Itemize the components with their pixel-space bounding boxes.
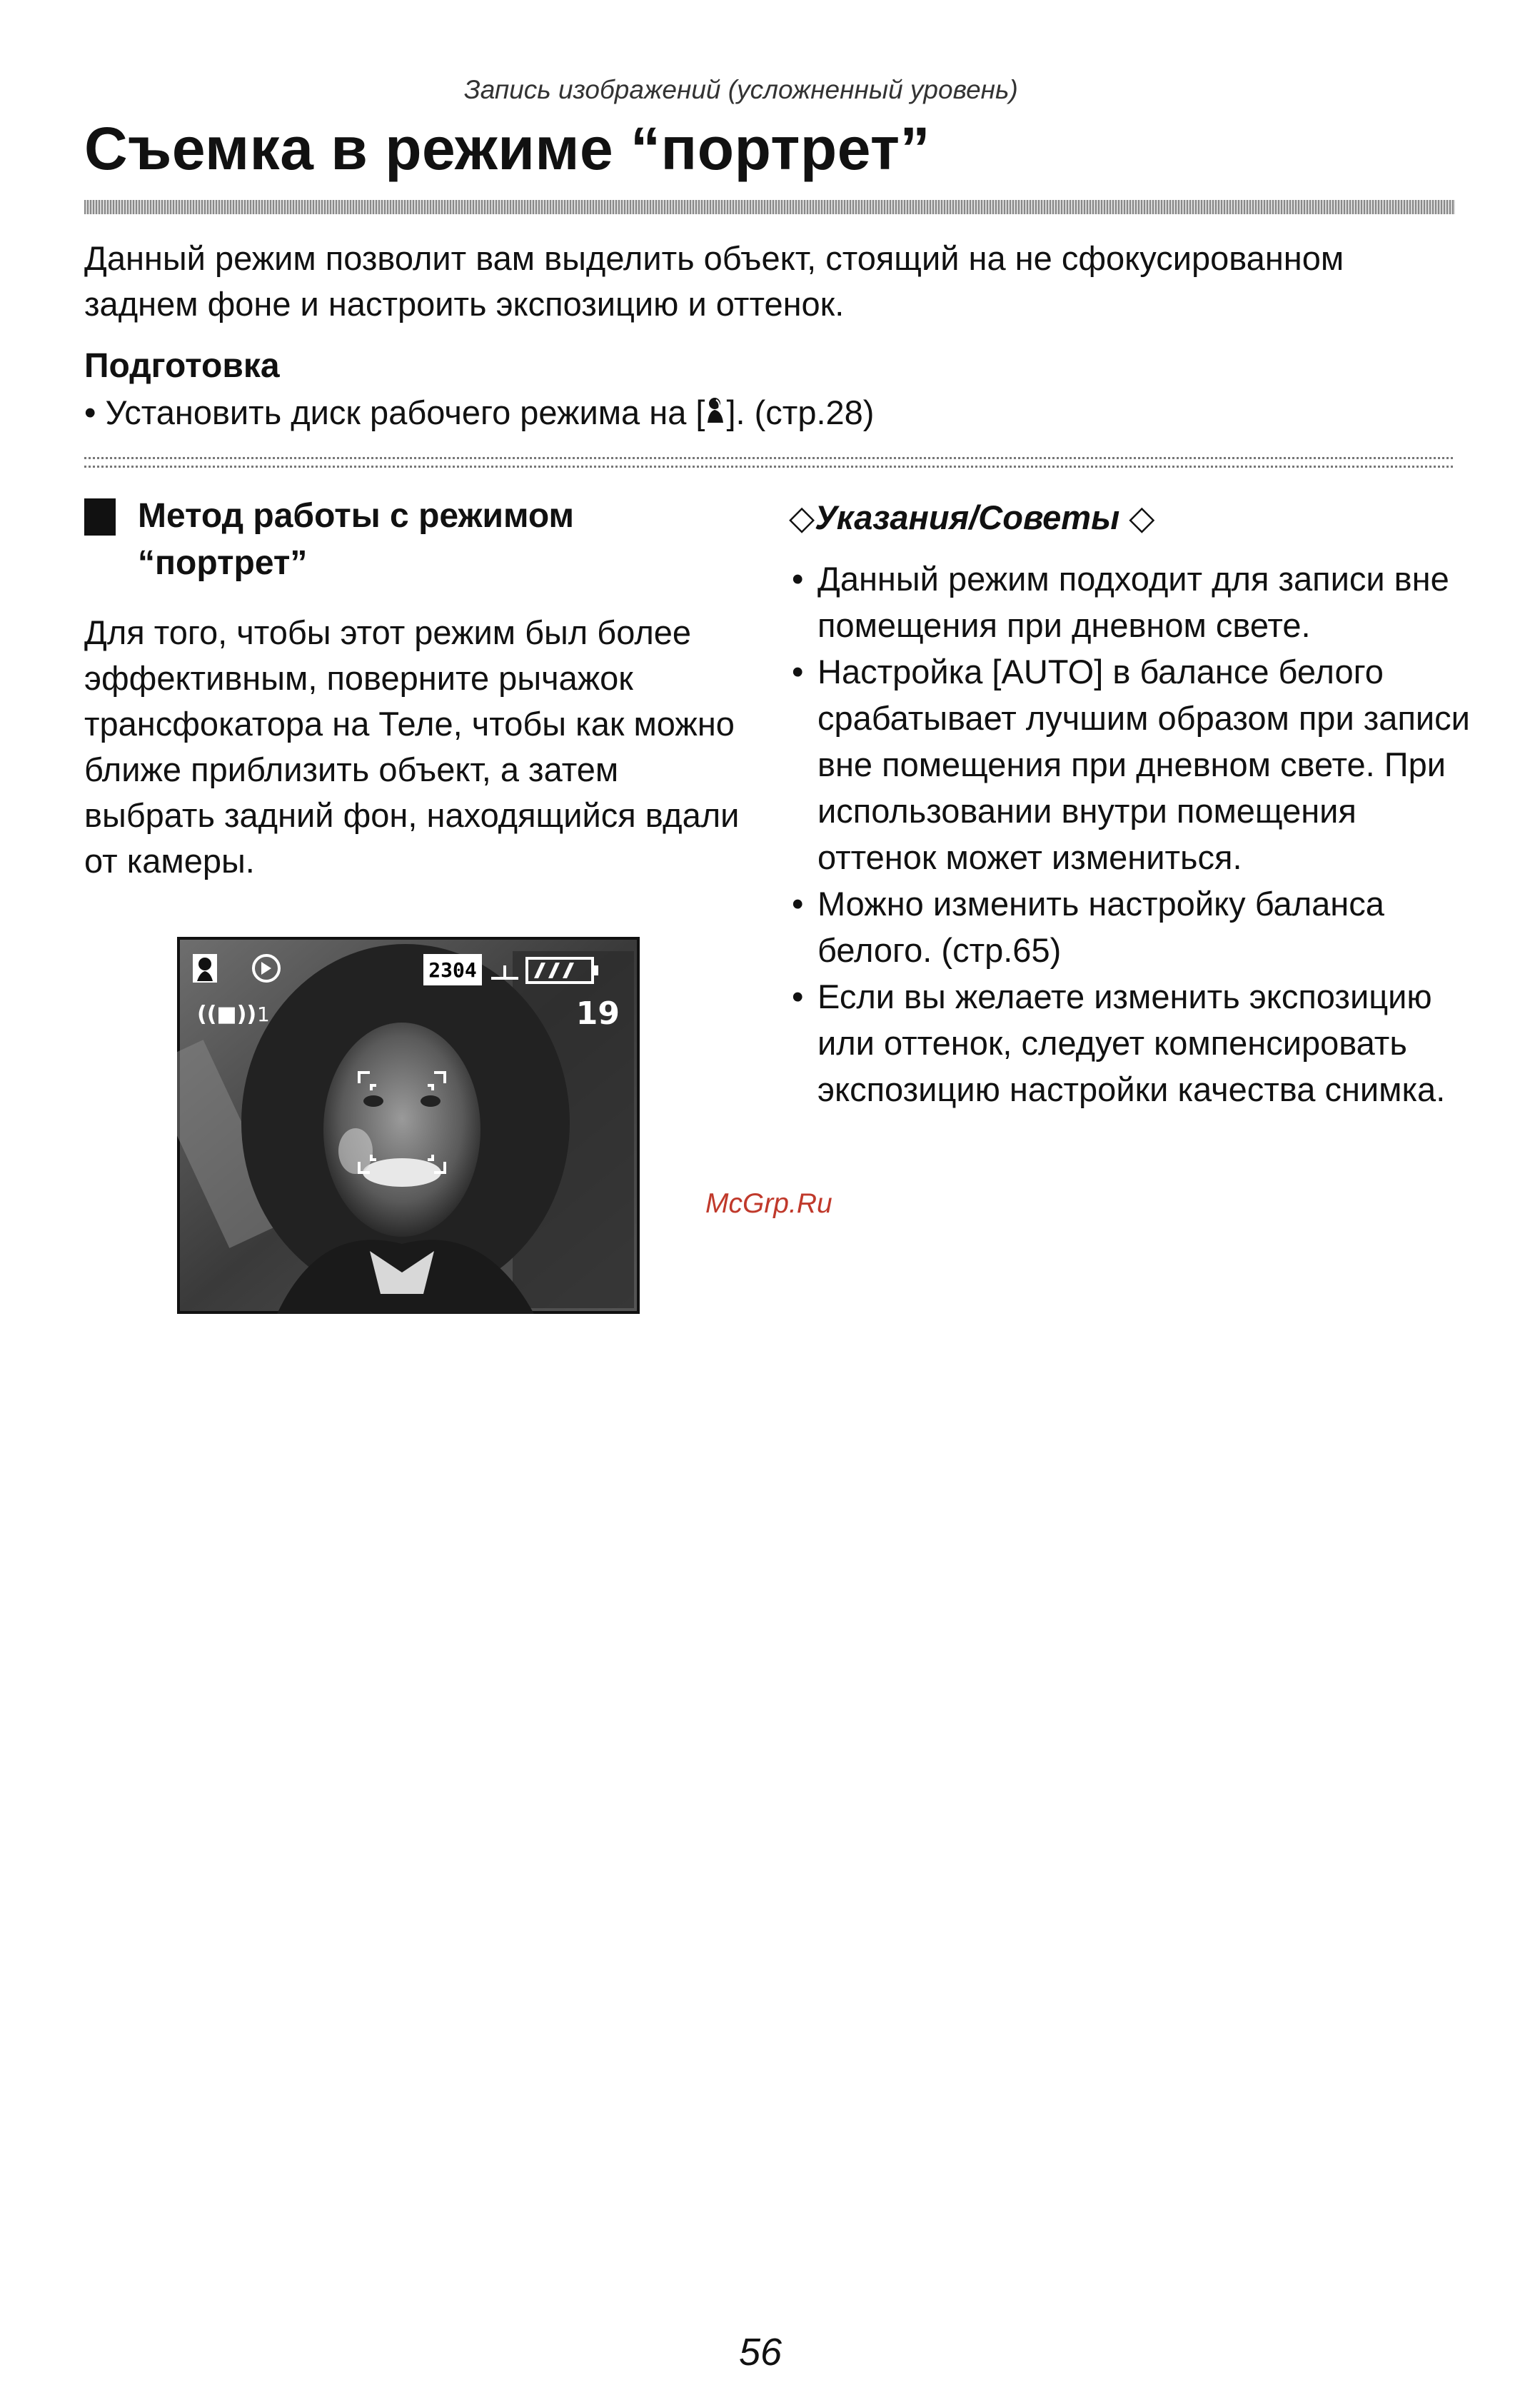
tips-heading: ◇Указания/Советы ◇	[789, 498, 1155, 536]
tips-list	[789, 556, 1474, 1113]
svg-text:((■)): ((■))	[197, 1002, 257, 1027]
tips-section	[789, 493, 1474, 1113]
resolution-readout: 2304	[428, 958, 477, 982]
page-number: 56	[739, 2331, 782, 2374]
stabilizer-mode-readout: 1	[257, 1003, 270, 1026]
list-item: • Если вы желаете изменить экспозицию или оттенок, следует компенсировать экспозицию настройки качества снимка.	[789, 973, 1474, 1113]
shots-left-readout: 19	[575, 995, 620, 1032]
preparation-item-suffix: ]. (стр.28)	[726, 393, 875, 431]
title-underline	[84, 200, 1455, 214]
watermark: McGrp.Ru	[705, 1188, 832, 1219]
section-marker-square	[84, 498, 116, 536]
list-item: • Данный режим подходит для записи вне помещения при дневном свете.	[789, 556, 1474, 648]
page-title: Съемка в режиме “портрет”	[84, 115, 930, 182]
preparation-item	[84, 393, 874, 432]
dotted-divider	[84, 466, 1455, 468]
method-heading-text: Метод работы с режимом “портрет”	[138, 497, 575, 582]
section-label: Запись изображений (усложненный уровень)	[464, 75, 1018, 104]
list-item: • Можно изменить настройку баланса белого. (стр.65)	[789, 880, 1474, 973]
intro-paragraph: Данный режим позволит вам выделить объект, стоящий на не сфокусированном заднем фоне и настроить экспозицию и оттенок.	[84, 239, 1344, 323]
list-item: • Настройка [AUTO] в балансе белого срабатывает лучшим образом при записи вне помещения при дневном свете. При использовании внутри помещения оттенок может измениться.	[789, 648, 1474, 880]
method-body: Для того, чтобы этот режим был более эффективным, поверните рычажок трансфокатора на Теле, чтобы как можно ближе приблизить объект, а затем выбрать задний фон, находящийся вдали от камеры.	[84, 613, 740, 880]
preparation-item-prefix: • Установить диск рабочего режима на [	[84, 393, 705, 431]
dotted-divider	[84, 457, 1455, 459]
method-section	[84, 493, 748, 884]
portrait-mode-icon	[705, 393, 726, 432]
method-heading	[84, 493, 748, 587]
camera-lcd-photo	[177, 937, 640, 1314]
preparation-heading: Подготовка	[84, 347, 280, 385]
